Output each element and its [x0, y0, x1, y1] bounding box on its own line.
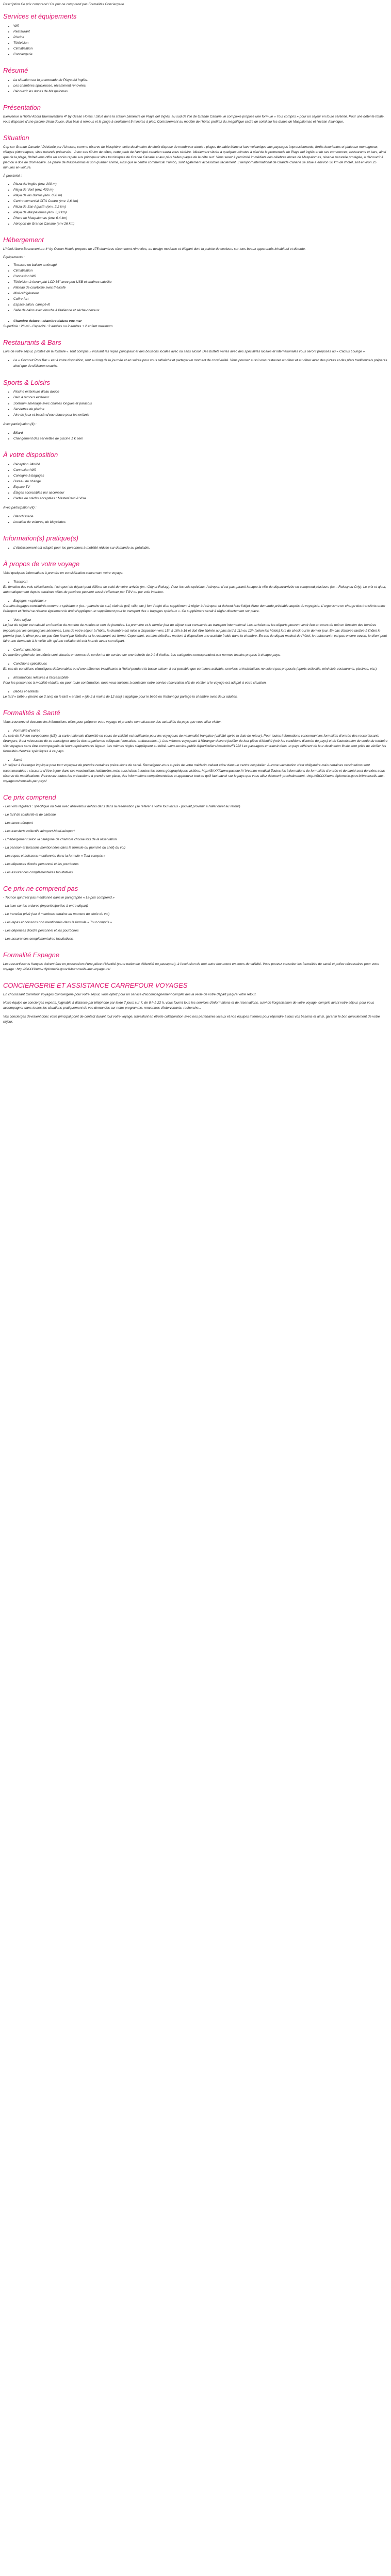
- presentation-text: Bienvenue à l'hôtel Abora Buenaventura 4* by Ocean Hotels ! Situé dans la station balnéaire de Playa del Inglés, au sud de l'île de Grande Canarie, le complexe propose une formule « Tout compris » pour un séjour en toute sérénité. Pour une détente totale, vous disposez d'une piscine d'eau douce, d'un bain à remous et la plage à seulement 5 minutes à pied. Contrairement au modèle de l'hôtel, profitez du magnifique cadre de soleil sur les dunes de Maspalomas et l'océan Atlantique.: [3, 115, 385, 124]
- conciergerie-text-1: En choisissant Carrefour Voyages Conciergerie pour votre séjour, vous optez pour un service d'accompagnement complet dès la veille de votre départ jusqu'à votre retour.: [3, 993, 257, 997]
- list-item: • Blanchisserie: [13, 514, 388, 519]
- list-item: • Climatisation: [13, 268, 388, 274]
- sports-paid-list: [3, 430, 388, 442]
- list-item: • Coffre-fort: [13, 296, 388, 302]
- list-item: • Climatisation: [13, 46, 388, 52]
- list-item: • Conciergerie: [13, 52, 388, 57]
- list-item: • Changement des serviettes de piscine 1 € sem: [13, 436, 388, 442]
- conciergerie-text-3: Vos concierges devraient donc votre principal point de contact durant tout votre voyage, travaillant en étroite collaboration avec nos partenaires locaux et nos équipes internes pour répondre à tous vos besoins et ainsi, garantir le bon déroulement de votre séjour.: [3, 1014, 380, 1024]
- list-item: • Salle de bains avec douche à l'italienne et sèche-cheveux: [13, 308, 388, 313]
- disposition-list: [3, 462, 388, 501]
- apropos-intro: Voici quelques informations à prendre en considération concernant votre voyage.: [3, 571, 124, 575]
- list-item: • Piscine: [13, 35, 388, 40]
- list-item: - Les vols réguliers : spécifique ou bien avec aller-retour définis dans dans la réservation (se référer à votre tout-inclus - pouvait provenir à l'aller ou/et au retour): [3, 804, 240, 808]
- equipment-list: [3, 262, 388, 313]
- presentation-section: [3, 104, 388, 125]
- sports-section: [3, 379, 388, 442]
- apropos-confort-list: [3, 647, 388, 653]
- list-item: • Les chambres spacieuses, récemment rénovées.: [13, 83, 388, 89]
- conditions-text: En cas de conditions climatiques défavorables ou d'une affluence insuffisante à l'hôtel pendant la basse saison, il est possible que certaines activités, services et installations ne soient pas proposés (sports collectifs, mini club, restaurants, piscines, etc.).: [3, 667, 378, 671]
- formalite-espagne-section: [3, 951, 388, 972]
- list-item: • Télévision à écran plat LCD 36" avec port USB et chaînes satellite: [13, 279, 388, 285]
- info-title: Information(s) pratique(s): [3, 534, 78, 543]
- list-item: • Wifi: [13, 23, 388, 29]
- disposition-paid-label: Avec participation (€) :: [3, 506, 37, 510]
- list-item: • Découvrir les dunes de Maspalomas: [13, 89, 388, 94]
- equipment-label: Équipements :: [3, 255, 25, 259]
- prix-comprend-section: [3, 793, 388, 875]
- list-item: - Les assurances complémentaires facultatives.: [3, 937, 74, 941]
- list-item: • Terrasse ou balcon aménagé: [13, 262, 388, 268]
- resume-title: Résumé: [3, 66, 28, 75]
- hebergement-section: [3, 236, 388, 330]
- list-item: • Connexion Wifi: [13, 467, 388, 473]
- list-item: - Les repas et boissons mentionnés dans la formule « Tout compris »: [3, 854, 106, 858]
- restaurants-section: [3, 338, 388, 369]
- list-item: • Aire de jeux et bassin d'eau douce pour les enfants: [13, 412, 388, 418]
- resume-list: [3, 77, 388, 94]
- prix-comprend-title: Ce prix comprend: [3, 793, 56, 801]
- room-type-list: [3, 318, 388, 324]
- list-item: • Serviettes de piscine: [13, 406, 388, 412]
- list-item: • Billard: [13, 430, 388, 436]
- list-item: • Consigne à bagages: [13, 473, 388, 479]
- list-item: - Tout ce qui n'est pas mentionné dans le paragraphe « Le prix comprend »: [3, 896, 115, 900]
- list-item: • La situation sur la promenade de Playa del Inglés.: [13, 77, 388, 83]
- transport-text: En fonction des vols sélectionnés, l'aéroport de départ peut différer de celui de votre arrivée (ex : Orly et Roissy). Pour les vols spéciaux, l'aéroport n'est pas garanti lorsque la ville de départ/arrivée en comprend plusieurs (ex. : Roissy ou Orly). Le prix et ajout, automatiquement depuis certaines villes de province peuvent aussi s'effectuer par TGV ou par voie interieur.: [3, 585, 386, 595]
- list-item: - Le tarif de solidarité et de carbone: [3, 812, 56, 817]
- situation-title: Situation: [3, 134, 29, 142]
- bebes-text: Le tarif « bébé » (moins de 2 ans) ou le tarif « enfant » (de 2 à moins de 12 ans) s'applique pour le bébé ou l'enfant qui partage la chambre avec deux adultes.: [3, 695, 238, 699]
- list-item: • Connexion Wifi: [13, 274, 388, 279]
- list-item: • Location de voitures, de bicyclettes: [13, 519, 388, 525]
- bagages-text: Certains bagages considérés comme « spéciaux » (ex. : planche de surf, club de golf, vélo, etc.) font l'objet d'un supplément à régler à l'aéroport et doivent faire l'objet d'une demande préalable auprès du voyagiste. L'organisme en charge des transferts entre l'aéroport et l'hôtel se réserve également le droit d'appliquer un supplément pour le transport des « bagages spéciaux ». Ce supplément serait à régler directement sur place.: [3, 604, 385, 614]
- list-item: - Les assurances complémentaires facultatives.: [3, 871, 74, 875]
- formal-label: • Formalité d'entrée: [13, 728, 388, 734]
- list-item: • L'établissement est adapté pour les personnes à mobilité réduite sur demande au préalable.: [13, 545, 388, 551]
- apropos-conditions-list: [3, 661, 388, 667]
- presentation-title: Présentation: [3, 104, 41, 112]
- formalites-intro: Vous trouverez ci-dessous les informations utiles pour préparer votre voyage et prendre connaissance des actualités du pays que vous allez visiter.: [3, 720, 222, 724]
- top-note: Description Ce prix comprend / Ce prix ne comprend pas Formalités Conciergerie: [3, 3, 124, 6]
- restaurants-title: Restaurants & Bars: [3, 338, 61, 347]
- situation-text: Cap sur Grande Canarie ! Déclarée par l'Unesco, comme réserve de biosphère, cette destination de choix dispose de nombreux atouts : plages de sable blanc et lave volcanique aux paysages impressionnants, forêts luxuriantes et plateaux montagneux, villages pittoresques, sites naturels préservés... Avec ses 60 km de côtes, cette perle de l'archipel canarien saura vous séduire. Idéalement située à quelques minutes à pied de la promenade de Playa del Inglés et de ses commerces, restaurants et bars, ainsi que de la plage, l'hôtel vous offre un accès rapide aux principaux sites touristiques de Grande Canarie et aux plus belles plages de la côte sud. Vous serez à proximité immédiate des célèbres dunes de Maspalomas, réserve naturelle protégée, à découvrir à pied ou à dos de dromadaire. Le phare de Maspalomas et son quartier animé, ainsi que le centre commercial Yumbo, sont également accessibles facilement. L'aéroport international de Grande Canarie se situe à environ 30 km de l'hôtel, soit environ 25 minutes en voiture.: [3, 145, 386, 170]
- list-item: - Les dépenses d'ordre personnel et les pourboires: [3, 929, 79, 933]
- list-item: • Mini-réfrigérateur: [13, 291, 388, 296]
- sejour-text: Le jour du séjour est calculé en fonction du nombre de nuitées et non de journées. La première et le dernier jour du séjour sont consacrés au transport international. Les arrivées ou les départs peuvent avoir lieu en cours de nuit en fonction des horaires imposés par les compagnies aériennes. Lors de votre séjour à l'hôtel, la chambre est mise à disposition vers 15h à 16h à 16 et doit être libérée au plus tard à 11h ou 12h (selon les hôtels) lors du check-out le dernier jour. En cas d'arrivée tardive à l'hôtel le premier jour, le dîner peut ne pas être fourni par l'hôtelier et le restaurant est fermé. Cependant, certains hôteliers mettent à disposition une assiette froide dans la chambre. En cas de départ matinal de l'hôtel, le restaurant n'est pas encore ouvert, le client peut faire une demande à la veille afin qu'une collation lui soit fournie avant son départ.: [3, 623, 387, 643]
- list-item: - Les repas et boissons non mentionnés dans la formule « Tout compris »: [3, 921, 112, 925]
- list-item: • Aéroport de Grande Canarie (env 26 km): [13, 221, 388, 227]
- sports-list: [3, 389, 388, 417]
- apropos-section: [3, 560, 388, 700]
- confort-text: De manière générale, les hôtels sont classés en termes de confort et de service sur une échelle de 2 à 5 étoiles. Les catégories correspondent aux normes locales propres à chaque pays.: [3, 653, 281, 657]
- formal-list: [3, 728, 388, 734]
- list-item: • Piscine extérieure d'eau douce: [13, 389, 388, 395]
- disposition-paid-list: [3, 514, 388, 525]
- list-item: • Étages accessibles par ascenseur: [13, 490, 388, 496]
- list-item: • Playa de Veril (env. 400 m): [13, 187, 388, 193]
- formalites-section: [3, 709, 388, 784]
- page: [0, 0, 391, 1039]
- services-title: Services et équipements: [3, 12, 77, 21]
- apropos-bebes-list: [3, 689, 388, 694]
- list-item: • Espace salon, canapé-lit: [13, 302, 388, 308]
- sante-list: [3, 757, 388, 763]
- bebes-label: • Bébés et enfants: [13, 689, 388, 694]
- formalite-espagne-text: Les ressortissants français doivent être en possession d'une pièce d'identité (carte nationale d'identité ou passeport), à l'exclusion de tout autre document en cours de validité. Vous pouvez consulter les formalités de santé et police nécessaires pour votre voyage : http://ShXXXwww.diplomatie.gouv.fr/fr/conseils-aux-voyageurs/: [3, 962, 380, 972]
- sports-paid-label: Avec participation (€) :: [3, 422, 37, 426]
- sejour-label: • Votre séjour: [13, 617, 388, 623]
- apropos-transport-list: [3, 579, 388, 585]
- proximity-label: À proximité :: [3, 174, 22, 178]
- list-item: • Phare de Maspalomas (env. 6,4 km): [13, 215, 388, 221]
- list-item: • Plateau de courtoisie avec thé/café: [13, 285, 388, 291]
- list-item: • Centro comercial CITA Centro (env. 1,6 km): [13, 198, 388, 204]
- conciergerie-section: [3, 981, 388, 1024]
- confort-label: • Confort des hôtels: [13, 647, 388, 653]
- apropos-bagages-list: [3, 598, 388, 604]
- prix-ne-comprend-section: [3, 885, 388, 942]
- formalite-espagne-title: Formalité Espagne: [3, 951, 60, 959]
- hebergement-title: Hébergement: [3, 235, 44, 244]
- apropos-sejour-list: [3, 617, 388, 623]
- info-list: [3, 545, 388, 551]
- conditions-label: • Conditions spécifiques: [13, 661, 388, 667]
- list-item: • Télévision: [13, 40, 388, 46]
- list-item: • Playa de Maspalomas (env. 3,3 km): [13, 210, 388, 215]
- list-item: • Restaurant: [13, 29, 388, 35]
- resume-section: [3, 66, 388, 94]
- restaurants-text: Lors de votre séjour, profitez de la formule « Tout compris » incluant les repas principaux et des boissons locales avec ou sans alcool. Des buffets variés avec des spécialités locales et internationales vous seront proposés au « Cactus Lounge ».: [3, 350, 366, 354]
- sante-text: Un séjour à l'étranger implique pour tout voyageur de prendre certaines précautions de santé. Renseignez-vous auprès de votre médecin traitant et/ou dans un centre hospitalier. Aucune vaccination n'est obligatoire mais certaines vaccinations sont recommandées : s'assurer d'être à jour dans ses vaccinations habituelles mais aussi dans à toutes les zones géographiques visitées. http://ShXXXwww.pasteur.fr/ fr/centre-medical Toutes les informations de formalités d'entrée et de santé sont données sous réserve de modifications. Retrouvez toutes les précautions à prendre sur place, des informations complémentaires et approuvez tout ce qu'il faut savoir sur le pays que vous allez découvrir prochainement : http://ShXXXwww.diplomatie.gouv.fr/fr/conseils-aux-voyageurs/conseils-par-pays/: [3, 764, 385, 783]
- sante-label: • Santé: [13, 757, 388, 763]
- list-item: - La taxe sur les ordures (importés/parties à entre départ): [3, 904, 88, 908]
- apropos-title: À propos de votre voyage: [3, 560, 80, 568]
- bagages-label: • Bagages « spéciaux »: [13, 598, 388, 604]
- hebergement-text: L'hôtel Abora Buenaventura 4* by Ocean Hotels propose de 175 chambres récemment rénovées, au design moderne et élégant dont la palette de couleurs sur tons beaux apparentés inhabituel et détente.: [3, 247, 306, 251]
- list-item: • Réception 24h/24: [13, 462, 388, 467]
- list-item: - L'hébergement selon la catégorie de chambre choisie lors de la réservation: [3, 837, 117, 841]
- situation-section: [3, 134, 388, 227]
- room-detail: Superficie : 26 m² - Capacité : 3 adultes ou 2 adultes + 2 enfant maximum: [3, 325, 113, 329]
- formal-text: Au sein de l'Union européenne (UE), la carte nationale d'identité en cours de validité est suffisante pour les voyageurs de nationalité française (validité après la date de retour). Pour toutes informations concernant les formalités d'entrée des ressortissants étrangers, il est nécessaire de se renseigner auprès des organismes adéquats (consulats, ambassades...). Les mineurs voyageant à l'étranger doivent justifier de leur pièce d'identité (voir les conditions d'entrée du pays) et de l'autorisation de sortie du territoire s'ils voyagent sans être accompagnés de leurs représentants légaux. Les mêmes règles s'appliquent au bébé. www.service-public.fr/particuliers/vosdroits/F1922 Les passagers en transit dans un pays différent de leur destination finale sont priés de vérifier les formalités d'entrée spécifiques à ce pays.: [3, 734, 388, 754]
- list-item: • Bureau de change: [13, 479, 388, 484]
- conciergerie-text-2: Notre équipe de concierges experts, joignable à distance par téléphone par texte 7 jours sur 7, de 8 h à 22 h, vous fournit tous les services d'informations et de réservations, suivi de l'organisation de votre voyage, compris avant votre séjour, pour vous accompagner dans toutes les situations pratiquement de vos demandes sur notre programme, rencontres d'intervenants, recherche...: [3, 1001, 374, 1010]
- services-list: [3, 23, 388, 57]
- list-item: - Les transferts collectifs aéroport-hôtel-aéroport: [3, 829, 75, 833]
- transport-label: • Transport: [13, 579, 388, 585]
- mobilite-text: Pour les personnes à mobilité réduite, ou pour toute confirmation, nous vous invitons à contacter notre service réservation afin de vérifier si le voyage est adapté à votre situation.: [3, 681, 267, 685]
- info-section: [3, 534, 388, 551]
- list-item: • Espace TV: [13, 484, 388, 490]
- list-item: • Plaza del Inglés (env. 200 m): [13, 181, 388, 187]
- list-item: • Plaza de San Agustín (env. 2,2 km): [13, 204, 388, 210]
- list-item: - La pension et boissons mentionnées dans la formule ou (nommé du chef) du vol): [3, 845, 126, 850]
- list-item: • Bain à remous extérieur: [13, 395, 388, 400]
- sports-title: Sports & Loisirs: [3, 378, 51, 386]
- list-item: • Playa de las Burras (env. 650 m): [13, 193, 388, 198]
- services-section: [3, 12, 388, 57]
- conciergerie-title: CONCIERGERIE ET ASSISTANCE CARREFOUR VOYAGES: [3, 981, 188, 990]
- list-item: • Le « Coconut Pool Bar » est à votre disposition, tout au long de la journée et en soirée pour vous rafraîchir et partager un moment de convivialité. Vous pourrez aussi vous restaurer au dîner et au dîner avec des pizzas et des plats traditionnels préparés ainsi que de délicieux snacks.: [13, 358, 388, 369]
- list-item: - Les taxes aéroport: [3, 821, 33, 825]
- formalites-title: Formalités & Santé: [3, 709, 60, 717]
- list-item: - Les dépenses d'ordre personnel et les pourboires: [3, 862, 79, 867]
- disposition-title: À votre disposition: [3, 450, 58, 459]
- proximity-list: [3, 181, 388, 227]
- list-item: - Le transfert privé (sur 4 membres certains au moment du choix du vol): [3, 912, 110, 917]
- apropos-mobilite-list: [3, 675, 388, 681]
- disposition-section: [3, 451, 388, 525]
- list-item: • Cartes de crédits acceptées : MasterCard & Visa: [13, 496, 388, 501]
- mobilite-label: • Informations relatives à l'accessibilité: [13, 675, 388, 681]
- prix-ne-comprend-title: Ce prix ne comprend pas: [3, 885, 78, 893]
- room-type: • Chambre deluxe - chambre deluxe vue mer: [13, 318, 388, 324]
- list-item: • Solarium aménagé avec chaises longues et parasols: [13, 401, 388, 406]
- restaurants-list: [3, 358, 388, 369]
